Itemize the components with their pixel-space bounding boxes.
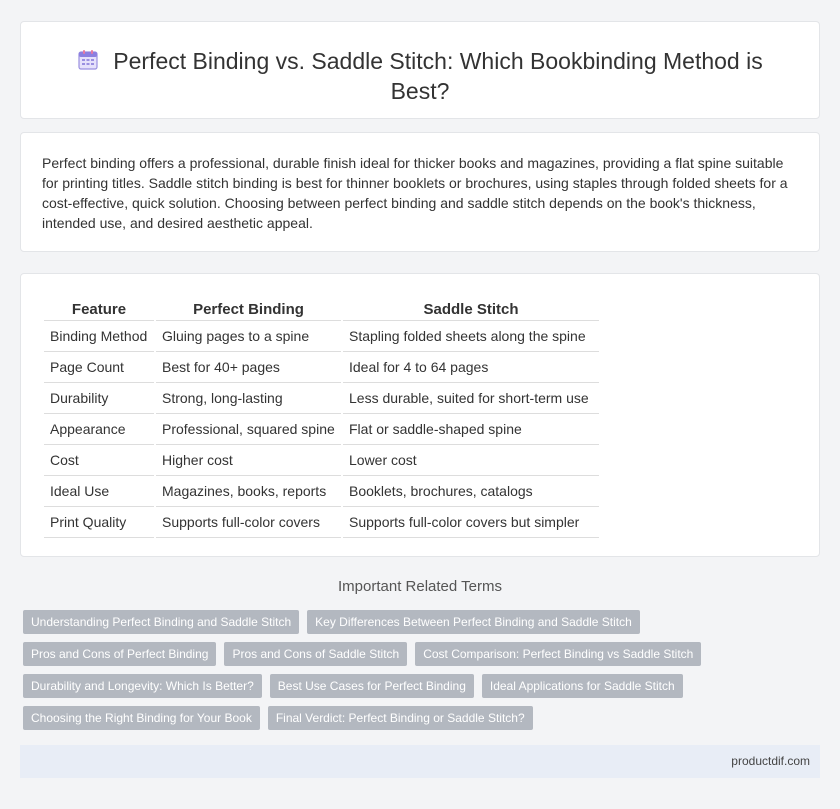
intro-paragraph: Perfect binding offers a professional, durable finish ideal for thicker books and magazines, providing a flat spine suitable for printing titles. Saddle stitch binding is best for thinner booklets or brochures, using staples through folded sheets for a cost-effective, quick solution. Choosing between perfect binding and saddle stitch depends on the book's thickness, intended use, and desired aesthetic appeal. — [42, 155, 788, 231]
table-row — [44, 507, 599, 538]
page-title-text: Perfect Binding vs. Saddle Stitch: Which Bookbinding Method is Best? — [113, 48, 763, 104]
tag-row — [23, 706, 723, 730]
table-cell: Appearance — [44, 414, 154, 445]
related-terms-tags — [23, 610, 723, 738]
table-cell: Higher cost — [156, 445, 341, 476]
page-title — [61, 46, 779, 106]
table-row — [44, 414, 599, 445]
footer-site: productdif.com — [731, 754, 810, 768]
header-feature: Feature — [44, 294, 154, 321]
table-cell: Cost — [44, 445, 154, 476]
related-term-link[interactable]: Understanding Perfect Binding and Saddle Stitch — [23, 610, 299, 634]
table-cell: Stapling folded sheets along the spine — [343, 321, 599, 352]
table-header-row — [44, 294, 599, 321]
table-cell: Supports full-color covers — [156, 507, 341, 538]
header-saddle-stitch: Saddle Stitch — [343, 294, 599, 321]
related-term-link[interactable]: Cost Comparison: Perfect Binding vs Saddle Stitch — [415, 642, 701, 666]
related-term-link[interactable]: Choosing the Right Binding for Your Book — [23, 706, 260, 730]
table-cell: Strong, long-lasting — [156, 383, 341, 414]
table-cell: Best for 40+ pages — [156, 352, 341, 383]
related-term-link[interactable]: Best Use Cases for Perfect Binding — [270, 674, 474, 698]
related-term-link[interactable]: Durability and Longevity: Which Is Better? — [23, 674, 262, 698]
table-cell: Durability — [44, 383, 154, 414]
table-row — [44, 352, 599, 383]
calendar-icon — [77, 49, 99, 71]
table-cell: Less durable, suited for short-term use — [343, 383, 599, 414]
table-cell: Flat or saddle-shaped spine — [343, 414, 599, 445]
title-wrap — [61, 46, 779, 106]
header-perfect-binding: Perfect Binding — [156, 294, 341, 321]
tag-row — [23, 674, 723, 698]
table-cell: Magazines, books, reports — [156, 476, 341, 507]
table-cell: Supports full-color covers but simpler — [343, 507, 599, 538]
table-cell: Gluing pages to a spine — [156, 321, 341, 352]
table-cell: Ideal for 4 to 64 pages — [343, 352, 599, 383]
related-terms-title: Important Related Terms — [338, 578, 502, 595]
intro-card — [20, 132, 820, 252]
table-cell: Page Count — [44, 352, 154, 383]
title-card — [20, 21, 820, 119]
table-cell: Binding Method — [44, 321, 154, 352]
table-row — [44, 383, 599, 414]
footer — [20, 745, 820, 778]
tag-row — [23, 642, 723, 666]
table-cell: Professional, squared spine — [156, 414, 341, 445]
comparison-table — [42, 294, 601, 538]
related-term-link[interactable]: Final Verdict: Perfect Binding or Saddle Stitch? — [268, 706, 533, 730]
related-term-link[interactable]: Pros and Cons of Perfect Binding — [23, 642, 216, 666]
related-term-link[interactable]: Key Differences Between Perfect Binding and Saddle Stitch — [307, 610, 640, 634]
table-body — [44, 321, 599, 538]
table-cell: Lower cost — [343, 445, 599, 476]
table-cell: Ideal Use — [44, 476, 154, 507]
table-cell: Print Quality — [44, 507, 154, 538]
related-term-link[interactable]: Pros and Cons of Saddle Stitch — [224, 642, 407, 666]
table-row — [44, 321, 599, 352]
comparison-table-card — [20, 273, 820, 557]
related-term-link[interactable]: Ideal Applications for Saddle Stitch — [482, 674, 683, 698]
table-row — [44, 445, 599, 476]
tag-row — [23, 610, 723, 634]
table-cell: Booklets, brochures, catalogs — [343, 476, 599, 507]
table-row — [44, 476, 599, 507]
